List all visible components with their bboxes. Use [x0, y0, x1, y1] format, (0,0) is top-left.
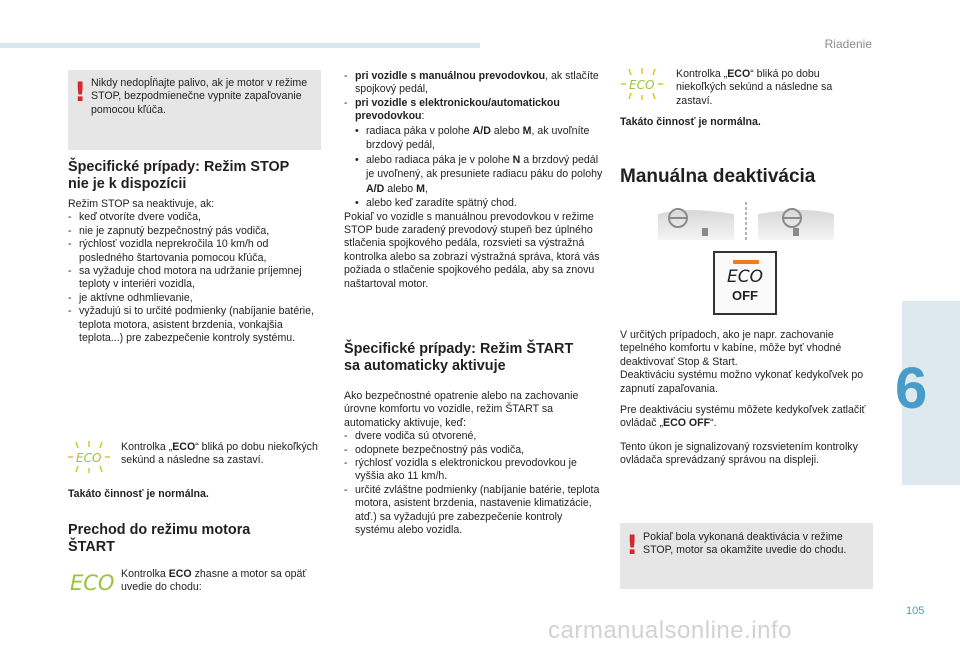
start-auto-intro: Ako bezpečnostné opatrenie alebo na zachovanie úrovne komfortu vo vozidle, režim ŠTART sa automaticky aktivuje, keď:: [344, 390, 579, 429]
list-item: - nie je zapnutý bezpečnostný pás vodiča,: [68, 225, 320, 238]
list-item: - dvere vodiča sú otvorené,: [344, 430, 602, 443]
deactivation-para-3: Pre deaktiváciu systému môžete kedykoľvek zatlačiť ovládač „ECO OFF“.: [620, 404, 866, 430]
heading-start-transition: Prechod do režimu motora ŠTART: [68, 522, 251, 555]
deactivation-para-4: Tento úkon je signalizovaný rozsvietením kontrolky ovládača sprevádzaný správou na displeji.: [620, 440, 858, 467]
list-item: - je aktívne odhmlievanie,: [68, 292, 320, 305]
eco-blink-text: Kontrolka „ECO“ bliká po dobu niekoľkých sekúnd a následne sa zastaví.: [676, 68, 833, 107]
start-conditions: [344, 70, 604, 291]
eco-blink-label: ECO: [76, 451, 102, 465]
header-bar: [0, 43, 480, 48]
warning-exclamation-icon: !: [626, 530, 639, 561]
list-item: • radiaca páka v polohe A/D alebo M, ak uvoľníte brzdový pedál,: [355, 124, 604, 153]
start-auto-conditions: [344, 390, 602, 537]
warning-text: Nikdy nedopĺňajte palivo, ak je motor v režime STOP, bezpodmienečne vypnite zapaľovanie pomocou kľúča.: [91, 77, 308, 116]
eco-blink-label: ECO: [629, 78, 655, 92]
list-item: - rýchlosť vozidla s elektronickou prevodovkou je vyššia ako 11 km/h.: [344, 457, 602, 484]
eco-blink-text: Kontrolka „ECO“ bliká po dobu niekoľkých sekúnd a následne sa zastaví.: [121, 441, 318, 467]
heading-manual-deactivation: Manuálna deaktivácia: [620, 166, 816, 187]
deactivation-text: [620, 329, 870, 468]
list-item: - určité zvláštne podmienky (nabíjanie batérie, teplota motora, asistent brzdenia, nastavenie klimatizácie, atď.) sa vyžadujú pre zabezpečenie kontroly systému alebo vozidla.: [344, 484, 602, 538]
list-item: - pri vozidle s manuálnou prevodovkou, ak stlačíte spojkový pedál,: [344, 70, 604, 97]
footer-watermark: carmanualsonline.info: [548, 617, 792, 644]
eco-off-led: [733, 260, 759, 264]
list-item: - pri vozidle s elektronickou/automatickou prevodovkou: • radiaca páka v polohe A/D alebo M, ak uvoľníte brzdový pedál, • alebo radiaca páka je v polohe N a brzdový pedál je uvoľnený, ak presuniete radiacu páku do polohy A/D alebo M, • alebo keď zaradíte spätný chod.: [344, 97, 604, 211]
page-number: 105: [906, 605, 925, 617]
deactivation-para-1: V určitých prípadoch, ako je napr. zachovanie tepelného komfortu v kabíne, môže byť vhodné deaktivovať Stop & Start.: [620, 329, 842, 368]
eco-off-button-icon: ECO OFF: [713, 251, 777, 315]
stop-intro: Režim STOP sa neaktivuje, ak:: [68, 198, 215, 210]
warning-exclamation-icon: !: [74, 77, 87, 108]
heading-stop-unavailable: Špecifické prípady: Režim STOP nie je k dispozícii: [68, 159, 290, 192]
list-item: - odopnete bezpečnostný pás vodiča,: [344, 444, 602, 457]
list-item: - rýchlosť vozidla neprekročila 10 km/h od posledného štartovania pomocou kľúča,: [68, 238, 320, 265]
eco-off-text: Kontrolka ECO zhasne a motor sa opäť uvedie do chodu:: [121, 568, 307, 594]
deactivation-para-2: Deaktiváciu systému možno vykonať kedykoľvek po zapnutí zapaľovania.: [620, 369, 864, 395]
normal-operation-note: Takáto činnosť je normálna.: [620, 116, 761, 128]
list-item: • alebo radiaca páka je v polohe N a brzdový pedál je uvoľnený, ak presuniete radiacu páku do polohy A/D alebo M,: [355, 153, 604, 197]
steering-wheel-icon: [656, 200, 836, 242]
manual-gearbox-paragraph: Pokiaľ vo vozidle s manuálnou prevodovkou v režime STOP bude zaradený prevodový stupeň bez úplného stlačenia spojkového pedála, rozsvieti sa výstražná kontrolka alebo sa zobrazí výstražná správa, ktorá vás požiada o stlačenie spojkového pedála, aby sa znovu naštartoval motor.: [344, 210, 600, 290]
warning-text: Pokiaľ bola vykonaná deaktivácia v režime STOP, motor sa okamžite uvedie do chodu.: [643, 531, 847, 557]
stop-conditions: [68, 198, 320, 345]
list-item: • alebo keď zaradíte spätný chod.: [355, 196, 604, 211]
normal-operation-note: Takáto činnosť je normálna.: [68, 488, 209, 500]
section-title: Riadenie: [824, 37, 872, 51]
heading-start-auto: Špecifické prípady: Režim ŠTART sa automaticky aktivuje: [344, 341, 574, 374]
list-item: - sa vyžaduje chod motora na udržanie príjemnej teploty v interiéri vozidla,: [68, 265, 320, 292]
list-item: - keď otvoríte dvere vodiča,: [68, 211, 320, 224]
chapter-number: 6: [895, 356, 928, 421]
eco-icon: ECO: [70, 571, 115, 595]
list-item: - vyžadujú si to určité podmienky (nabíjanie batérie, teplota motora, asistent brzdenia, vonkajšia teplota...) pre zabezpečenie kontroly systému.: [68, 305, 320, 345]
